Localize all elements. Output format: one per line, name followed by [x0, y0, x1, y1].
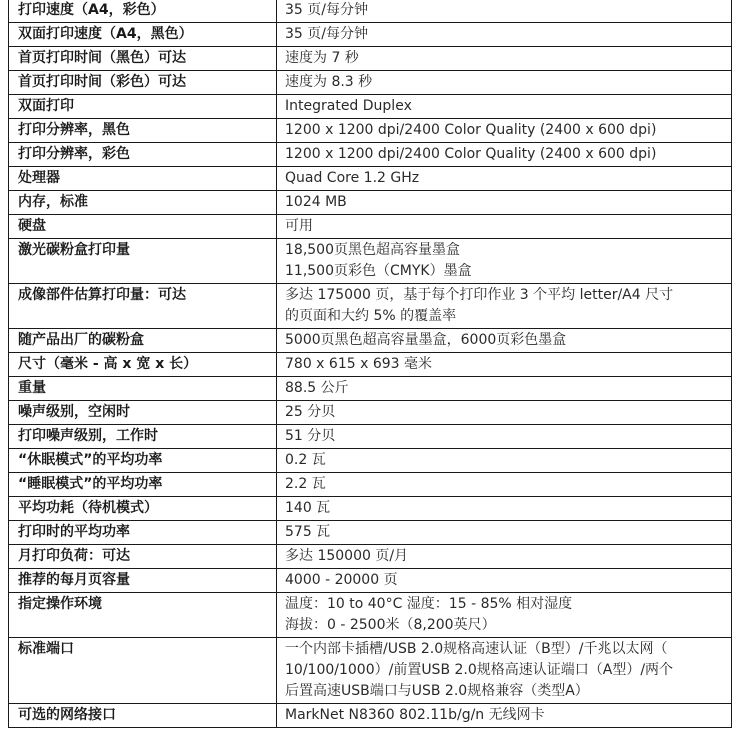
spec-value: 速度为 7 秒 [277, 47, 732, 71]
spec-label: 噪声级别，空闲时 [9, 401, 277, 425]
printer-spec-table [8, 0, 732, 728]
spec-value: 0.2 瓦 [277, 449, 732, 473]
spec-value: 88.5 公斤 [277, 377, 732, 401]
spec-label: 处理器 [9, 167, 277, 191]
spec-row [9, 401, 732, 425]
spec-value: 51 分贝 [277, 425, 732, 449]
spec-value: Integrated Duplex [277, 95, 732, 119]
spec-row [9, 239, 732, 284]
spec-label: 打印分辨率，彩色 [9, 143, 277, 167]
spec-row [9, 95, 732, 119]
spec-row [9, 284, 732, 329]
spec-row [9, 377, 732, 401]
spec-row [9, 353, 732, 377]
spec-value: 18,500页黑色超高容量墨盒 11,500页彩色（CMYK）墨盒 [277, 239, 732, 284]
spec-label: 打印时的平均功率 [9, 521, 277, 545]
spec-value: 4000 - 20000 页 [277, 569, 732, 593]
spec-label: “睡眠模式”的平均功率 [9, 473, 277, 497]
spec-row [9, 0, 732, 23]
spec-label: 重量 [9, 377, 277, 401]
spec-row [9, 47, 732, 71]
spec-row [9, 497, 732, 521]
spec-row [9, 167, 732, 191]
spec-label: 随产品出厂的碳粉盒 [9, 329, 277, 353]
spec-value: 140 瓦 [277, 497, 732, 521]
spec-row [9, 71, 732, 95]
spec-value: 2.2 瓦 [277, 473, 732, 497]
spec-row [9, 329, 732, 353]
spec-label: “休眠模式”的平均功率 [9, 449, 277, 473]
spec-label: 指定操作环境 [9, 593, 277, 638]
spec-label: 可选的网络接口 [9, 704, 277, 728]
spec-value: 780 x 615 x 693 毫米 [277, 353, 732, 377]
spec-value: 25 分贝 [277, 401, 732, 425]
spec-row [9, 593, 732, 638]
spec-row [9, 23, 732, 47]
spec-value: MarkNet N8360 802.11b/g/n 无线网卡 [277, 704, 732, 728]
spec-row [9, 545, 732, 569]
spec-label: 双面打印速度（A4，黑色） [9, 23, 277, 47]
spec-label: 打印噪声级别，工作时 [9, 425, 277, 449]
spec-table-body [9, 0, 732, 728]
spec-label: 内存，标准 [9, 191, 277, 215]
spec-label: 打印分辨率，黑色 [9, 119, 277, 143]
spec-row [9, 569, 732, 593]
spec-row [9, 215, 732, 239]
spec-value: 多达 175000 页，基于每个打印作业 3 个平均 letter/A4 尺寸 的页面和大约 5% 的覆盖率 [277, 284, 732, 329]
spec-value: Quad Core 1.2 GHz [277, 167, 732, 191]
spec-label: 标准端口 [9, 638, 277, 704]
spec-value: 温度：10 to 40°C 湿度：15 - 85% 相对湿度 海拔：0 - 2500米（8,200英尺） [277, 593, 732, 638]
spec-row [9, 191, 732, 215]
spec-value: 35 页/每分钟 [277, 0, 732, 23]
spec-value: 一个内部卡插槽/USB 2.0规格高速认证（B型）/千兆以太网（ 10/100/1000）/前置USB 2.0规格高速认证端口（A型）/两个 后置高速USB端口与USB 2.0规格兼容（类型A） [277, 638, 732, 704]
spec-value: 1024 MB [277, 191, 732, 215]
spec-row [9, 638, 732, 704]
spec-label: 首页打印时间（彩色）可达 [9, 71, 277, 95]
spec-label: 首页打印时间（黑色）可达 [9, 47, 277, 71]
spec-row [9, 704, 732, 728]
spec-row [9, 473, 732, 497]
spec-value: 5000页黑色超高容量墨盒，6000页彩色墨盒 [277, 329, 732, 353]
spec-label: 激光碳粉盒打印量 [9, 239, 277, 284]
spec-label: 尺寸（毫米 - 高 x 宽 x 长） [9, 353, 277, 377]
spec-value: 速度为 8.3 秒 [277, 71, 732, 95]
spec-label: 双面打印 [9, 95, 277, 119]
spec-value: 可用 [277, 215, 732, 239]
spec-label: 推荐的每月页容量 [9, 569, 277, 593]
spec-row [9, 521, 732, 545]
spec-label: 平均功耗（待机模式） [9, 497, 277, 521]
spec-value: 多达 150000 页/月 [277, 545, 732, 569]
spec-value: 1200 x 1200 dpi/2400 Color Quality (2400 x 600 dpi) [277, 143, 732, 167]
spec-row [9, 425, 732, 449]
spec-label: 成像部件估算打印量：可达 [9, 284, 277, 329]
spec-label: 打印速度（A4，彩色） [9, 0, 277, 23]
spec-value: 35 页/每分钟 [277, 23, 732, 47]
spec-label: 硬盘 [9, 215, 277, 239]
spec-row [9, 143, 732, 167]
spec-row [9, 449, 732, 473]
spec-row [9, 119, 732, 143]
spec-value: 575 瓦 [277, 521, 732, 545]
spec-value: 1200 x 1200 dpi/2400 Color Quality (2400 x 600 dpi) [277, 119, 732, 143]
spec-label: 月打印负荷：可达 [9, 545, 277, 569]
